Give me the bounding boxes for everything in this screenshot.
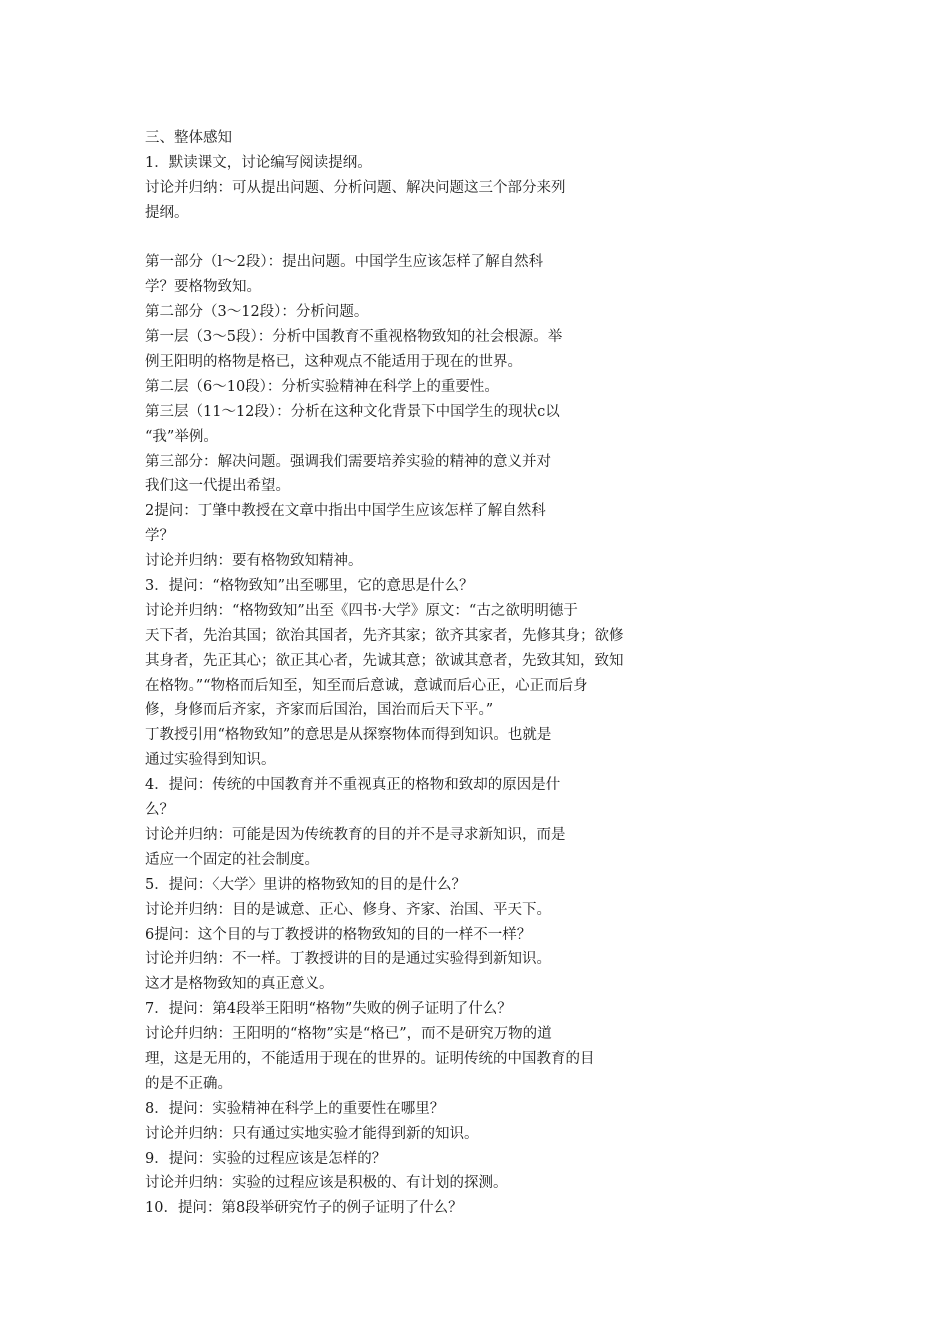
question-2: 2提问：丁肇中教授在文章中指出中国学生应该怎样了解自然科 — [145, 503, 546, 520]
answer-3-cont: 其身者，先正其心；欲正其心者，先诚其意；欲诚其意者，先致其知，致知 — [145, 652, 624, 669]
question-6: 6提问：这个目的与丁教授讲的格物致知的目的一样不一样？ — [145, 926, 532, 943]
outline-part-3: 第三部分：解决问题。强调我们需要培养实验的精神的意义并对 — [145, 453, 551, 470]
answer-7-cont: 理，这是无用的，不能适用于现在的世界的。证明传统的中国教育的目 — [145, 1050, 595, 1067]
outline-part-1-cont: 学？要格物致知。 — [145, 279, 261, 296]
outline-layer-3-cont: “我”举例。 — [145, 428, 218, 445]
answer-5: 讨论并归纳：目的是诚意、正心、修身、齐家、治国、平天下。 — [145, 901, 551, 918]
answer-4: 讨论并归纳：可能是因为传统教育的目的并不是寻求新知识，而是 — [145, 826, 566, 843]
blank-line — [145, 226, 725, 251]
answer-7: 讨论幷归纳：王阳明的“格物”实是“格已”，而不是研究万物的道 — [145, 1026, 552, 1043]
answer-3-cont: 天下者，先治其国；欲治其国者，先齐其家；欲齐其家者，先修其身；欲修 — [145, 627, 624, 644]
answer-3-explain: 丁教授引用“格物致知”的意思是从探察物体而得到知识。也就是 — [145, 727, 552, 744]
document-body — [145, 126, 725, 1221]
question-3: 3．提问：“格物致知”出至哪里，它的意思是什么？ — [145, 578, 474, 595]
answer-line: 讨论并归纳：可从提出问题、分析问题、解决问题这三个部分来列 — [145, 179, 566, 196]
question-4-cont: 么？ — [145, 802, 174, 819]
answer-3: 讨论并归纳：“格物致知”出至《四书·大学》原文：“古之欲明明德于 — [145, 602, 578, 619]
section-heading: 三、整体感知 — [145, 130, 232, 146]
outline-layer-1-cont: 例王阳明的格物是格已，这种观点不能适用于现在的世界。 — [145, 354, 522, 371]
question-8: 8．提问：实验精神在科学上的重要性在哪里？ — [145, 1100, 445, 1117]
answer-6-cont: 这才是格物致知的真正意义。 — [145, 976, 334, 993]
question-1: 1．默读课文，讨论编写阅读提纲。 — [145, 154, 372, 171]
answer-line: 提纲。 — [145, 204, 189, 221]
answer-3-cont: 在格物。”“物格而后知至，知至而后意诚，意诚而后心正，心正而后身 — [145, 677, 588, 694]
outline-layer-1: 第一层（3～5段）：分析中国教育不重视格物致知的社会根源。举 — [145, 329, 563, 346]
outline-part-1: 第一部分（l～2段）：提出问题。中国学生应该怎样了解自然科 — [145, 254, 544, 271]
question-10: 10．提问：第8段举研究竹子的例子证明了什么？ — [145, 1200, 463, 1217]
outline-part-3-cont: 我们这一代提出希望。 — [145, 478, 290, 495]
outline-layer-2: 第二层（6～10段）：分析实验精神在科学上的重要性。 — [145, 378, 499, 395]
question-5: 5．提问：〈大学〉里讲的格物致知的目的是什么？ — [145, 876, 466, 893]
answer-2: 讨论并归纳：要有格物致知精神。 — [145, 553, 363, 570]
outline-layer-3: 第三层（11～12段）：分析在这种文化背景下中国学生的现状c以 — [145, 403, 560, 420]
question-2-cont: 学？ — [145, 528, 174, 545]
question-4: 4．提问：传统的中国教育并不重视真正的格物和致却的原因是什 — [145, 777, 561, 794]
question-7: 7．提问：第4段举王阳明“格物”失败的例子证明了什么？ — [145, 1001, 512, 1018]
answer-3-explain-cont: 通过实验得到知识。 — [145, 752, 276, 769]
answer-4-cont: 适应一个固定的社会制度。 — [145, 851, 319, 868]
answer-9: 讨论并归纳：实验的过程应该是积极的、有计划的探测。 — [145, 1175, 508, 1192]
answer-7-cont: 的是不正确。 — [145, 1075, 232, 1092]
answer-3-cont: 修，身修而后齐家，齐家而后国治，国治而后天下平。” — [145, 702, 494, 719]
answer-6: 讨论并归纳：不一样。丁教授讲的目的是通过实验得到新知识。 — [145, 951, 551, 968]
answer-8: 讨论并归纳：只有通过实地实验才能得到新的知识。 — [145, 1125, 479, 1142]
outline-part-2: 第二部分（3～12段）：分析问题。 — [145, 304, 369, 321]
question-9: 9．提问：实验的过程应该是怎样的？ — [145, 1150, 387, 1167]
